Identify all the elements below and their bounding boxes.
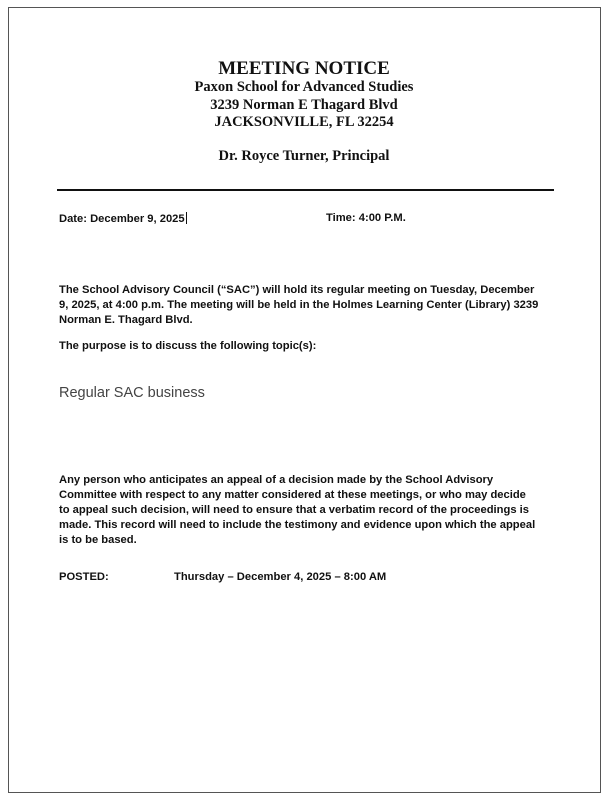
meeting-time: Time: 4:00 P.M. (326, 212, 406, 224)
school-name: Paxon School for Advanced Studies (194, 79, 414, 95)
meeting-date[interactable] (59, 212, 187, 225)
purpose-line: The purpose is to discuss the following topic(s): (59, 340, 317, 352)
meeting-date-text: Date: December 9, 2025 (59, 213, 185, 225)
school-city: JACKSONVILLE, FL 32254 (214, 114, 394, 130)
meeting-paragraph: The School Advisory Council (“SAC”) will hold its regular meeting on Tuesday, December 9, 2025, at 4:00 p.m. The meeting will be held in the Holmes Learning Center (Library) 3239 Norman E. Thagard Blvd. (59, 284, 539, 326)
principal-name: Dr. Royce Turner, Principal (218, 148, 390, 164)
notice-title: MEETING NOTICE (218, 58, 390, 79)
posted-value: Thursday – December 4, 2025 – 8:00 AM (174, 571, 387, 583)
text-cursor (186, 212, 187, 224)
header-divider (57, 189, 554, 191)
topic-item: Regular SAC business (59, 385, 205, 401)
appeal-paragraph: Any person who anticipates an appeal of a decision made by the School Advisory Committee with respect to any matter considered at these meetings, or who may decide to appeal such decision, will need to ensure that a verbatim record of the proceedings is made. This record will need to include the testimony and evidence upon which the appeal is to be based. (59, 474, 536, 546)
school-address: 3239 Norman E Thagard Blvd (210, 97, 398, 113)
posted-label: POSTED: (59, 571, 109, 583)
